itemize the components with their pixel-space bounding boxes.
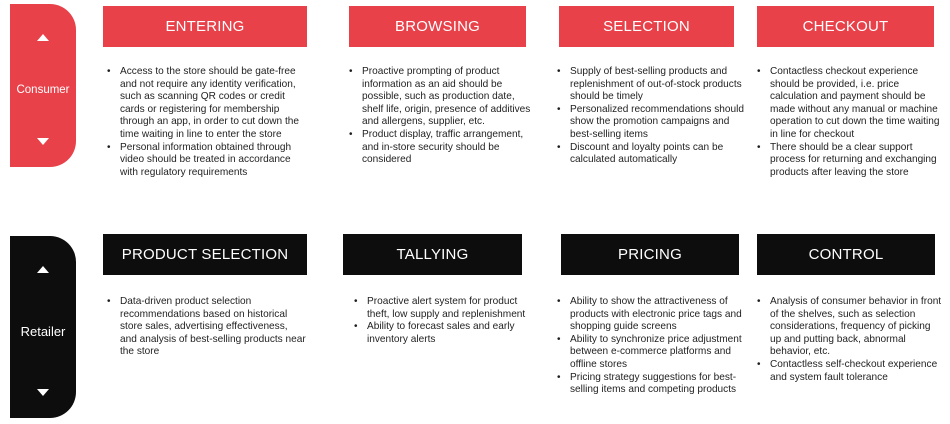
retailer-stage-product-selection: PRODUCT SELECTION	[103, 234, 307, 275]
bullet: • There should be a clear support process for returning and exchanging products after leaving the store	[770, 142, 944, 180]
retailer-stage-pricing: PRICING	[561, 234, 739, 275]
consumer-stage-browsing: BROWSING	[349, 6, 526, 47]
bullet: • Contactless checkout experience should be provided, i.e. price calculation and payment should be made without any manual or machine operation to cut down the time waiting in line for checkout	[770, 66, 944, 142]
consumer-stage-entering: ENTERING	[103, 6, 307, 47]
triangle-down-icon[interactable]	[37, 138, 49, 145]
bullet: • Analysis of consumer behavior in front of the shelves, such as selection considerations, frequency of picking up and putting back, abnormal behavior, etc.	[770, 296, 942, 359]
bullet: • Ability to synchronize price adjustment between e-commerce platforms and offline stores	[570, 334, 744, 372]
retailer-stage-control: CONTROL	[757, 234, 935, 275]
bullet: • Proactive prompting of product information as an aid should be possible, such as production date, shelf life, origin, presence of additives and allergens, supplier, etc.	[362, 66, 538, 129]
bullet: • Discount and loyalty points can be calculated automatically	[570, 142, 744, 167]
consumer-stage-checkout: CHECKOUT	[757, 6, 934, 47]
retailer-tab[interactable]	[10, 236, 76, 418]
triangle-up-icon[interactable]	[37, 34, 49, 41]
bullet: • Data-driven product selection recommendations based on historical store sales, advertising effectiveness, and analysis of best-selling products near the store	[120, 296, 306, 359]
consumer-browsing-details	[348, 66, 538, 167]
retailer-pricing-details	[556, 296, 744, 397]
triangle-up-icon[interactable]	[37, 266, 49, 273]
bullet: • Proactive alert system for product theft, low supply and replenishment	[367, 296, 538, 321]
bullet: • Product display, traffic arrangement, and in-store security should be considered	[362, 129, 538, 167]
bullet: • Access to the store should be gate-free and not require any identity verification, such as scanning QR codes or credit cards or registering for membership through an app, in order to cut down the time waiting in line to enter the store	[120, 66, 306, 142]
consumer-selection-details	[556, 66, 744, 167]
triangle-down-icon[interactable]	[37, 389, 49, 396]
bullet: • Contactless self-checkout experience and system fault tolerance	[770, 359, 942, 384]
bullet: • Personalized recommendations should show the promotion campaigns and best-selling items	[570, 104, 744, 142]
retailer-control-details	[756, 296, 942, 384]
consumer-stage-selection: SELECTION	[559, 6, 734, 47]
retailer-label: Retailer	[20, 323, 66, 339]
consumer-label: Consumer	[16, 83, 70, 96]
bullet: • Ability to show the attractiveness of products with electronic price tags and shopping guide screens	[570, 296, 744, 334]
consumer-checkout-details	[756, 66, 944, 179]
retailer-product-selection-details	[106, 296, 306, 359]
consumer-entering-details	[106, 66, 306, 179]
bullet: • Pricing strategy suggestions for best-selling items and competing products	[570, 372, 744, 397]
retailer-stage-tallying: TALLYING	[343, 234, 522, 275]
bullet: • Personal information obtained through video should be treated in accordance with regulatory requirements	[120, 142, 306, 180]
retailer-tallying-details	[353, 296, 538, 346]
bullet: • Supply of best-selling products and replenishment of out-of-stock products should be timely	[570, 66, 744, 104]
bullet: • Ability to forecast sales and early inventory alerts	[367, 321, 538, 346]
consumer-tab[interactable]	[10, 4, 76, 167]
